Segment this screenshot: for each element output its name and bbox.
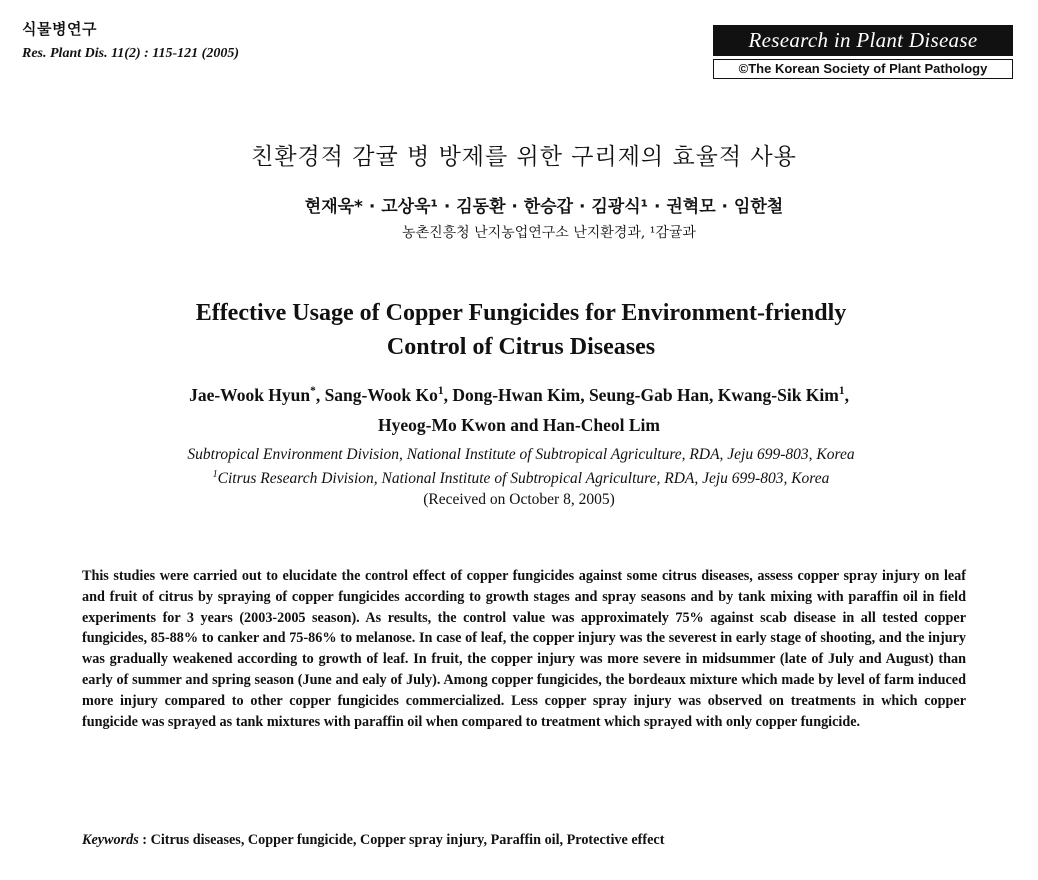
author-name: Hyeog-Mo Kwon: [378, 415, 506, 435]
paper-title-korean: 친환경적 감귤 병 방제를 위한 구리제의 효율적 사용: [251, 144, 797, 170]
affiliation-korean: 농촌진흥청 난지농업연구소 난지환경과, ¹감귤과: [402, 225, 696, 241]
journal-logo-box: [713, 25, 1013, 79]
journal-name-korean: 식물병연구: [22, 20, 97, 38]
author-name: Sang-Wook Ko: [324, 385, 438, 405]
title-line-1: Effective Usage of Copper Fungicides for Environment-friendly: [195, 300, 847, 326]
affiliation-mark: 1: [212, 468, 218, 480]
keywords-label: Keywords: [82, 832, 139, 848]
journal-title-banner: Research in Plant Disease: [713, 25, 1013, 56]
author-name: Dong-Hwan Kim: [452, 385, 581, 405]
authors-korean: 현재욱* · 고상욱¹ · 김동환 · 한승갑 · 김광식¹ · 권혁모 · 임한철: [304, 197, 784, 217]
keywords-line: [82, 832, 664, 849]
keywords-separator: :: [138, 832, 151, 848]
author-mark: 1: [437, 385, 444, 398]
author-mark: *: [310, 385, 316, 398]
paper-title-english: [0, 296, 1038, 364]
affiliation-line-2-text: Citrus Research Division, National Institute of Subtropical Agriculture, RDA, Jeju 699-803, Korea: [217, 470, 830, 487]
affiliation-line-2: [4, 467, 1038, 491]
abstract-paragraph: This studies were carried out to elucidate the control effect of copper fungicides against some citrus diseases, assess copper spray injury on leaf and fruit of citrus by spraying of copper fungicides according to growth stages and spray seasons and by tank mixing with paraffin oil in field experiments for 3 years (2003-2005 season). As results, the control value was approximately 75% against scab disease in all tested copper fungicides, 85-88% to canker and 75-86% to melanose. In case of leaf, the copper injury was the severest in early stage of shooting, and the injury was gradually weakened according to growth of leaf. In fruit, the copper injury was more severe in midsummer (late of July and August) than early of summer and spring season (June and ealy of July). Among copper fungicides, the bordeaux mixture which made by level of farm induced more injury compared to other copper fungicides commercialized. Less copper spray injury was observed on treatments in which copper fungicide was sprayed as tank mixtures with paraffin oil when compared to treatment which sprayed with only copper fungicide.: [82, 568, 966, 730]
journal-citation: Res. Plant Dis. 11(2) : 115-121 (2005): [22, 46, 239, 61]
author-name: Seung-Gab Han: [588, 385, 710, 405]
author-mark: 1: [838, 385, 845, 398]
author-name: Jae-Wook Hyun: [189, 385, 311, 405]
received-date: (Received on October 8, 2005): [423, 491, 615, 508]
affiliation-line-1: Subtropical Environment Division, National Institute of Subtropical Agriculture, RDA, Jeju 699-803, Korea: [187, 446, 855, 463]
keywords-text: Citrus diseases, Copper fungicide, Copper spray injury, Paraffin oil, Protective effect: [150, 832, 665, 848]
affiliation-english: [0, 443, 1038, 491]
author-name: Kwang-Sik Kim: [717, 385, 839, 405]
society-label: ©The Korean Society of Plant Pathology: [713, 59, 1013, 79]
authors-line-1: Jae-Wook Hyun*, Sang-Wook Ko$^1$, Dong-Hwan Kim, Seung-Gab Han, Kwang-Sik Kim$^1$,: [189, 385, 849, 405]
title-line-2: Control of Citrus Diseases: [386, 334, 656, 360]
author-name: Han-Cheol Lim: [542, 415, 660, 435]
authors-english: [0, 380, 1038, 440]
authors-line-2: Hyeog-Mo Kwon and Han-Cheol Lim: [378, 415, 660, 435]
